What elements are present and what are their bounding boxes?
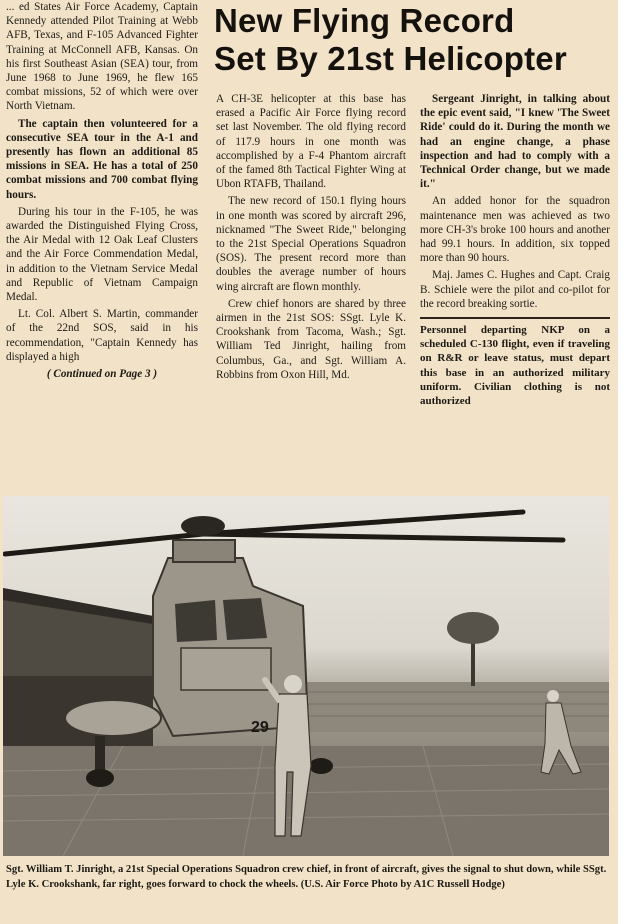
wheel-left (86, 769, 114, 787)
tree-canopy (447, 612, 499, 644)
article-paragraph: The new record of 150.1 flying hours in one month was scored by aircraft 296, nicknamed "The Sweet Ride," belonging to the 21st Special Operations Squadron (SOS). The present record more than doubles the average number of hours wing aircraft are flown monthly. (216, 195, 406, 293)
article-paragraph: During his tour in the F-105, he was awarded the Distinguished Flying Cross, the Air Medal with 12 Oak Leaf Clusters and the Air Force Commendation Medal, in addition to the Vietnam Service Medal and Republic of Vietnam Campaign Medal. (6, 205, 198, 304)
headline (214, 2, 614, 78)
article-paragraph-bold: The captain then volunteered for a consecutive SEA tour in the A-1 and presently has flown an additional 85 missions in SEA. He has a total of 250 combat missions and 700 combat flying hours. (6, 117, 198, 201)
uniform-notice: Personnel departing NKP on a scheduled C-130 flight, even if traveling on R&R or leave status, must depart this base in an authorized military uniform. Civilian clothing is not authorized (420, 324, 610, 408)
photo-caption: Sgt. William T. Jinright, a 21st Special Operations Squadron crew chief, in front of aircraft, gives the signal to shut down, while SSgt. Lyle K. Crookshank, far right, goes forward to chock the wheels. (U.S. Air Force Photo by A1C Russell Hodge) (6, 864, 607, 890)
airman-head (547, 690, 559, 702)
article-paragraph-bold: Sergeant Jinright, in talking about the epic event said, "I knew 'The Sweet Ride' could do it. During the month we had an engine change, a phase inspection and had to comply with a Technical Order change, but we made it." (420, 93, 610, 191)
column-right (420, 92, 610, 492)
article-paragraph: Crew chief honors are shared by three airmen in the 21st SOS: SSgt. Lyle K. Crookshank from Tacoma, Wash.; Sgt. William Ted Jinright, hailing from Columbus, Ga., and Sgt. William A. Robbins from Oxon Hill, Md. (216, 297, 406, 381)
helicopter-sponson (65, 700, 161, 736)
helicopter-nose (181, 648, 271, 690)
article-paragraph: A CH-3E helicopter at this base has erased a Pacific Air Force flying record set last November. The old flying record of 117.9 hours in one month was accomplished by a F-4 Phantom aircraft of the famed 8th Tactical Fighter Wing at Ubon RTAFB, Thailand. (216, 93, 406, 191)
headline-line-2: Set By 21st Helicopter (214, 40, 567, 77)
wheel-right (309, 758, 333, 774)
helicopter-photo (3, 496, 609, 856)
divider-rule (420, 317, 610, 319)
cockpit-window-left (175, 600, 217, 642)
tail-number: 29 (251, 719, 269, 736)
article-paragraph: An added honor for the squadron maintenance men was achieved as two more CH-3's broke 100 hours and another had 99.1 hours. In addition, six topped more than 90 hours. (420, 195, 610, 265)
page-margin (618, 0, 630, 924)
article-paragraph: ... ed States Air Force Academy, Captain Kennedy attended Pilot Training at Webb AFB, Texas, and F-105 Advanced Fighter Training at McConnell AFB, Kansas. On his first Southeast Asian (SEA) tour, from June 1968 to June 1969, he flew 165 combat missions, 52 of which were over North Vietnam. (6, 1, 198, 113)
rotor-hub (181, 516, 225, 536)
helicopter-photo-illustration (3, 496, 609, 856)
headline-line-1: New Flying Record (214, 2, 515, 39)
continued-note: ( Continued on Page 3 ) (46, 368, 158, 381)
article-paragraph: Maj. James C. Hughes and Capt. Craig B. Schiele were the pilot and co-pilot for the record breaking sortie. (420, 269, 610, 310)
engine-housing (173, 540, 235, 562)
cockpit-window-right (223, 598, 267, 640)
column-middle (216, 92, 406, 492)
column-left (6, 0, 198, 486)
article-paragraph: Lt. Col. Albert S. Martin, commander of the 22nd SOS, said in his recommendation, "Captain Kennedy has displayed a high (6, 308, 198, 363)
crew-chief-head (284, 675, 302, 693)
rotor-blades (5, 512, 563, 554)
